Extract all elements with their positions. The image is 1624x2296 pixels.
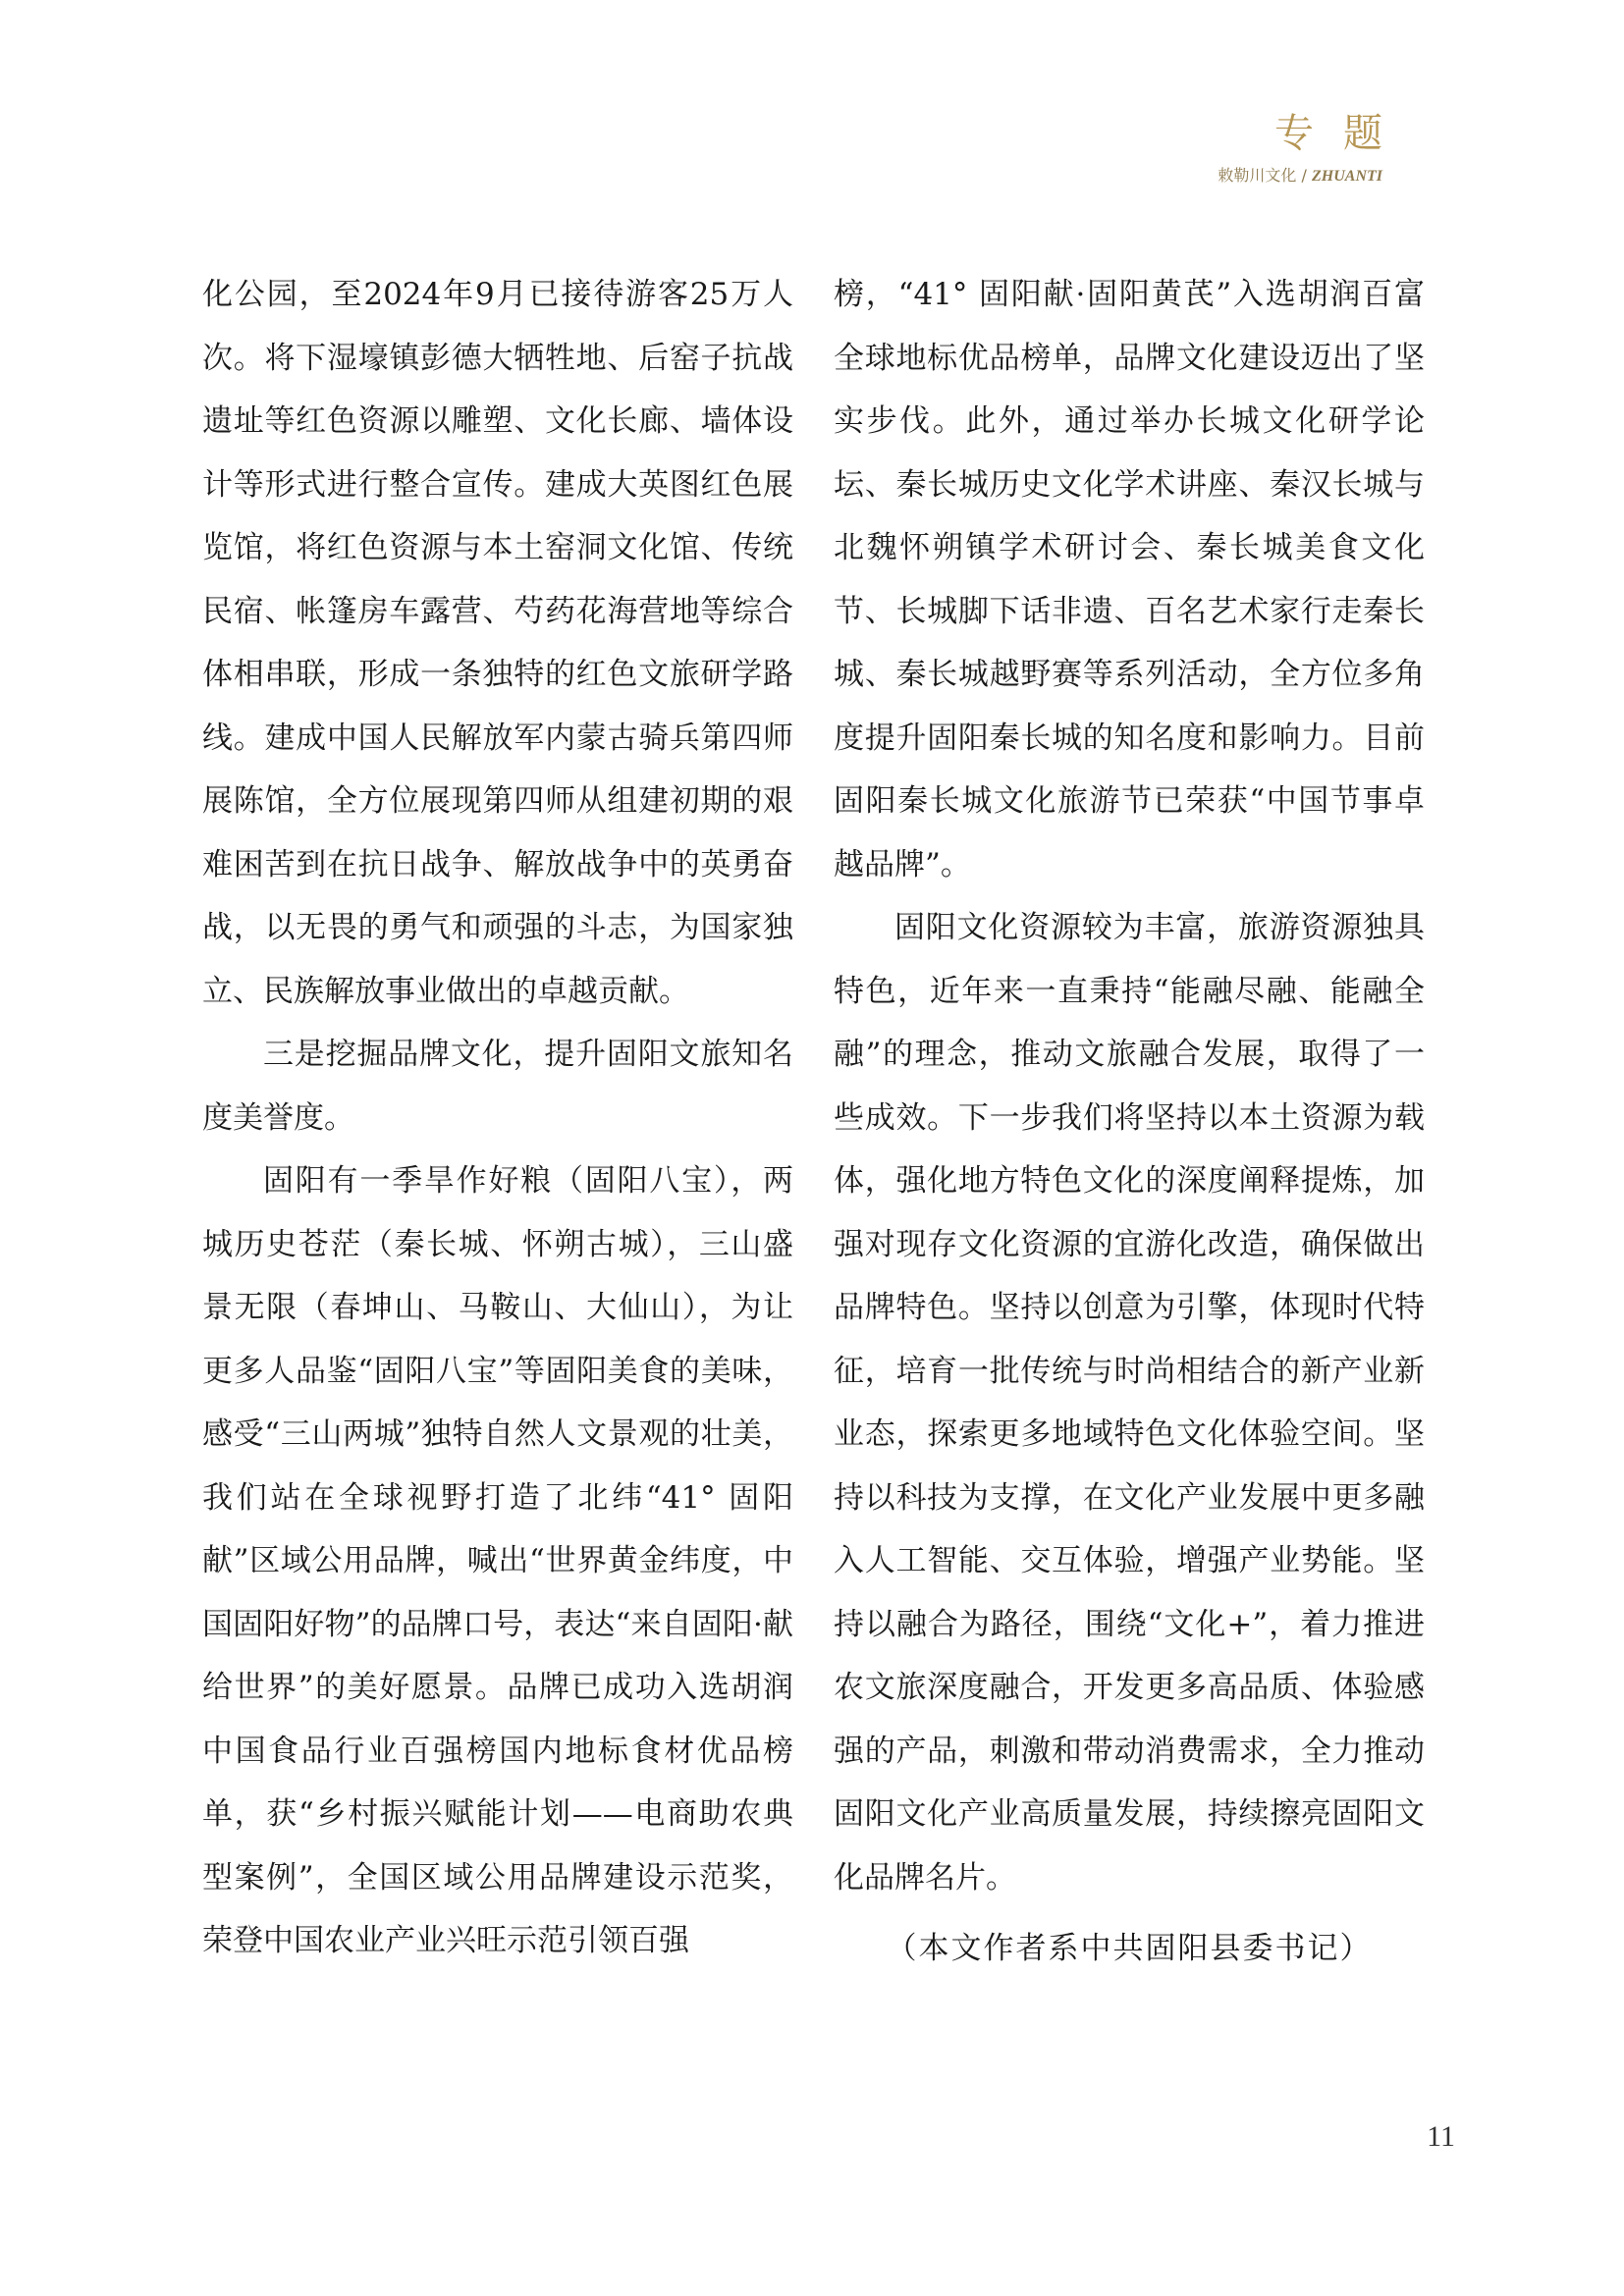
paragraph: 化公园，至2024年9月已接待游客25万人次。将下湿壕镇彭德大牺牲地、后窑子抗战遗址等红色资源以雕塑、文化长廊、墙体设计等形式进行整合宣传。建成大英图红色展览馆，将红色资源与本土窑洞文化馆、传统民宿、帐篷房车露营、芍药花海营地等综合体相串联，形成一条独特的红色文旅研学路线。建成中国人民解放军内蒙古骑兵第四师展陈馆，全方位展现第四师从组建初期的艰难困苦到在抗日战争、解放战争中的英勇奋战，以无畏的勇气和顽强的斗志，为国家独立、民族解放事业做出的卓越贡献。	[202, 277, 793, 1009]
section-title: 专题	[1274, 111, 1412, 156]
paragraph: 固阳文化资源较为丰富，旅游资源独具特色，近年来一直秉持“能融尽融、能融全融”的理念，推动文旅融合发展，取得了一些成效。下一步我们将坚持以本土资源为载体，强化地方特色文化的深度阐释提炼，加强对现存文化资源的宜游化改造，确保做出品牌特色。坚持以创意为引擎，体现时代特征，培育一批传统与时尚相结合的新产业新业态，探索更多地域特色文化体验空间。坚持以科技为支撑，在文化产业发展中更多融入人工智能、交互体验，增强产业势能。坚持以融合为路径，围绕“文化+”，着力推进农文旅深度融合，开发更多高品质、体验感强的产品，刺激和带动消费需求，全力推动固阳文化产业高质量发展，持续擦亮固阳文化品牌名片。	[834, 910, 1425, 1896]
paragraph: 三是挖掘品牌文化，提升固阳文旅知名度美誉度。	[202, 1037, 793, 1136]
paragraph: 固阳有一季旱作好粮（固阳八宝），两城历史苍茫（秦长城、怀朔古城），三山盛景无限（春坤山、马鞍山、大仙山），为让更多人品鉴“固阳八宝”等固阳美食的美味，感受“三山两城”独特自然人文景观的壮美，我们站在全球视野打造了北纬“41° 固阳献”区域公用品牌，喊出“世界黄金纬度，中国固阳好物”的品牌口号，表达“来自固阳·献给世界”的美好愿景。品牌已成功入选胡润中国食品行业百强榜国内地标食材优品榜单，获“乡村振兴赋能计划——电商助农典型案例”，全国区域公用品牌建设示范奖，荣登中国农业产业兴旺示范引领百强	[202, 1163, 793, 1958]
author-byline: （本文作者系中共固阳县委书记）	[886, 1931, 1373, 1966]
page-number: 11	[1427, 2120, 1455, 2153]
paragraph: 榜，“41° 固阳献·固阳黄芪”入选胡润百富全球地标优品榜单，品牌文化建设迈出了坚实步伐。此外，通过举办长城文化研学论坛、秦长城历史文化学术讲座、秦汉长城与北魏怀朔镇学术研讨会、秦长城美食文化节、长城脚下话非遗、百名艺术家行走秦长城、秦长城越野赛等系列活动，全方位多角度提升固阳秦长城的知名度和影响力。目前固阳秦长城文化旅游节已荣获“中国节事卓越品牌”。	[834, 277, 1425, 882]
right-column	[834, 263, 1425, 1981]
section-subtitle-en: ZHUANTI	[1312, 168, 1382, 185]
section-subtitle-cn: 敕勒川文化 /	[1218, 166, 1307, 185]
section-subtitle	[1218, 165, 1382, 187]
section-header	[1218, 108, 1412, 187]
left-column	[202, 263, 793, 1973]
